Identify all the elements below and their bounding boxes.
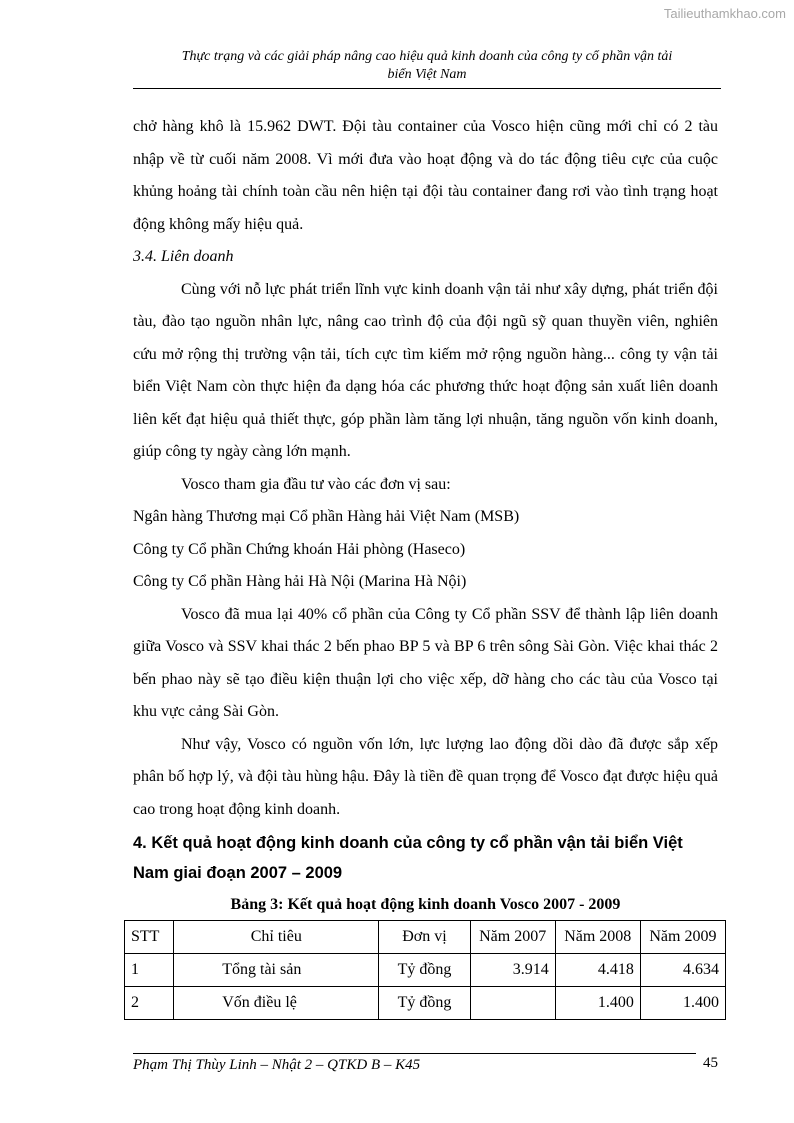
- table-row: [125, 987, 726, 1020]
- watermark: Tailieuthamkhao.com: [663, 6, 786, 21]
- paragraph-investments-intro: Vosco tham gia đầu tư vào các đơn vị sau:: [181, 475, 451, 493]
- table-header-cell: Chỉ tiêu: [174, 921, 379, 954]
- table-row: [125, 954, 726, 987]
- results-table: [124, 920, 726, 1020]
- table-cell-value: [470, 987, 555, 1020]
- table-cell-value: 1.400: [555, 987, 640, 1020]
- table-cell-stt: 1: [125, 954, 174, 987]
- header-line-2: biển Việt Nam: [387, 67, 467, 82]
- table-header-cell: Năm 2007: [470, 921, 555, 954]
- header-line-1: Thực trạng và các giải pháp nâng cao hiệu quả kinh doanh của công ty cổ phần vận tải: [181, 49, 673, 64]
- paragraph-fleet: chở hàng khô là 15.962 DWT. Đội tàu container của Vosco hiện cũng mới chỉ có 2 tàu nhập về từ cuối năm 2008. Vì mới đưa vào hoạt động và do tác động tiêu cực của cuộc khủng hoảng tài chính toàn cầu nên hiện tại đội tàu container đang rơi vào tình trạng hoạt động không mấy hiệu quả.: [133, 118, 718, 233]
- investment-unit: Ngân hàng Thương mại Cổ phần Hàng hải Việt Nam (MSB): [133, 508, 520, 525]
- table-header-row: [125, 921, 726, 954]
- page-number: 45: [703, 1055, 718, 1071]
- table-caption: Bảng 3: Kết quả hoạt động kinh doanh Vosco 2007 - 2009: [230, 896, 621, 913]
- table-cell-unit: Tỷ đồng: [379, 987, 470, 1020]
- page-body: [133, 111, 718, 1020]
- table-header-cell: Đơn vị: [379, 921, 470, 954]
- paragraph-conclusion: Như vậy, Vosco có nguồn vốn lớn, lực lượng lao động dồi dào đã được sắp xếp phân bố hợp lý, và đội tàu hùng hậu. Đây là tiền đề quan trọng để Vosco đạt được hiệu quả cao trong hoạt động kinh doanh.: [133, 735, 718, 818]
- table-cell-stt: 2: [125, 987, 174, 1020]
- page-header: [133, 48, 721, 84]
- table-header-cell: STT: [125, 921, 174, 954]
- table-cell-indicator: Vốn điều lệ: [174, 987, 379, 1020]
- section-heading-joint-venture: 3.4. Liên doanh: [133, 248, 234, 265]
- footer-divider: [133, 1053, 696, 1054]
- table-cell-value: 3.914: [470, 954, 555, 987]
- table-cell-value: 1.400: [640, 987, 725, 1020]
- investment-unit: Công ty Cổ phần Hàng hải Hà Nội (Marina Hà Nội): [133, 573, 467, 590]
- table-header-cell: Năm 2009: [640, 921, 725, 954]
- footer-author: Phạm Thị Thùy Linh – Nhật 2 – QTKD B – K45: [133, 1057, 421, 1073]
- header-divider: [133, 88, 721, 89]
- table-cell-indicator: Tổng tài sản: [174, 954, 379, 987]
- table-cell-value: 4.634: [640, 954, 725, 987]
- table-cell-value: 4.418: [555, 954, 640, 987]
- investment-unit: Công ty Cổ phần Chứng khoán Hải phòng (Haseco): [133, 540, 466, 558]
- paragraph-joint-venture: Cùng với nỗ lực phát triển lĩnh vực kinh doanh vận tải như xây dựng, phát triển đội tàu, đào tạo nguồn nhân lực, nâng cao trình độ của đội ngũ sỹ quan thuyền viên, nghiên cứu mở rộng thị trường vận tải, tích cực tìm kiếm mở rộng nguồn hàng... công ty vận tải biển Việt Nam còn thực hiện đa dạng hóa các phương thức hoạt động sản xuất liên doanh liên kết đạt hiệu quả thiết thực, góp phần làm tăng lợi nhuận, tăng nguồn vốn kinh doanh, giúp công ty ngày càng lớn mạnh.: [133, 280, 718, 460]
- section-heading-results: 4. Kết quả hoạt động kinh doanh của công ty cổ phần vận tải biển Việt Nam giai đoạn 2007 – 2009: [133, 834, 683, 882]
- paragraph-ssv: Vosco đã mua lại 40% cổ phần của Công ty Cổ phần SSV để thành lập liên doanh giữa Vosco và SSV khai thác 2 bến phao BP 5 và BP 6 trên sông Sài Gòn. Việc khai thác 2 bến phao này sẽ tạo điều kiện thuận lợi cho việc xếp, dỡ hàng cho các tàu của Vosco tại khu vực cảng Sài Gòn.: [133, 605, 718, 720]
- table-header-cell: Năm 2008: [555, 921, 640, 954]
- table-cell-unit: Tỷ đồng: [379, 954, 470, 987]
